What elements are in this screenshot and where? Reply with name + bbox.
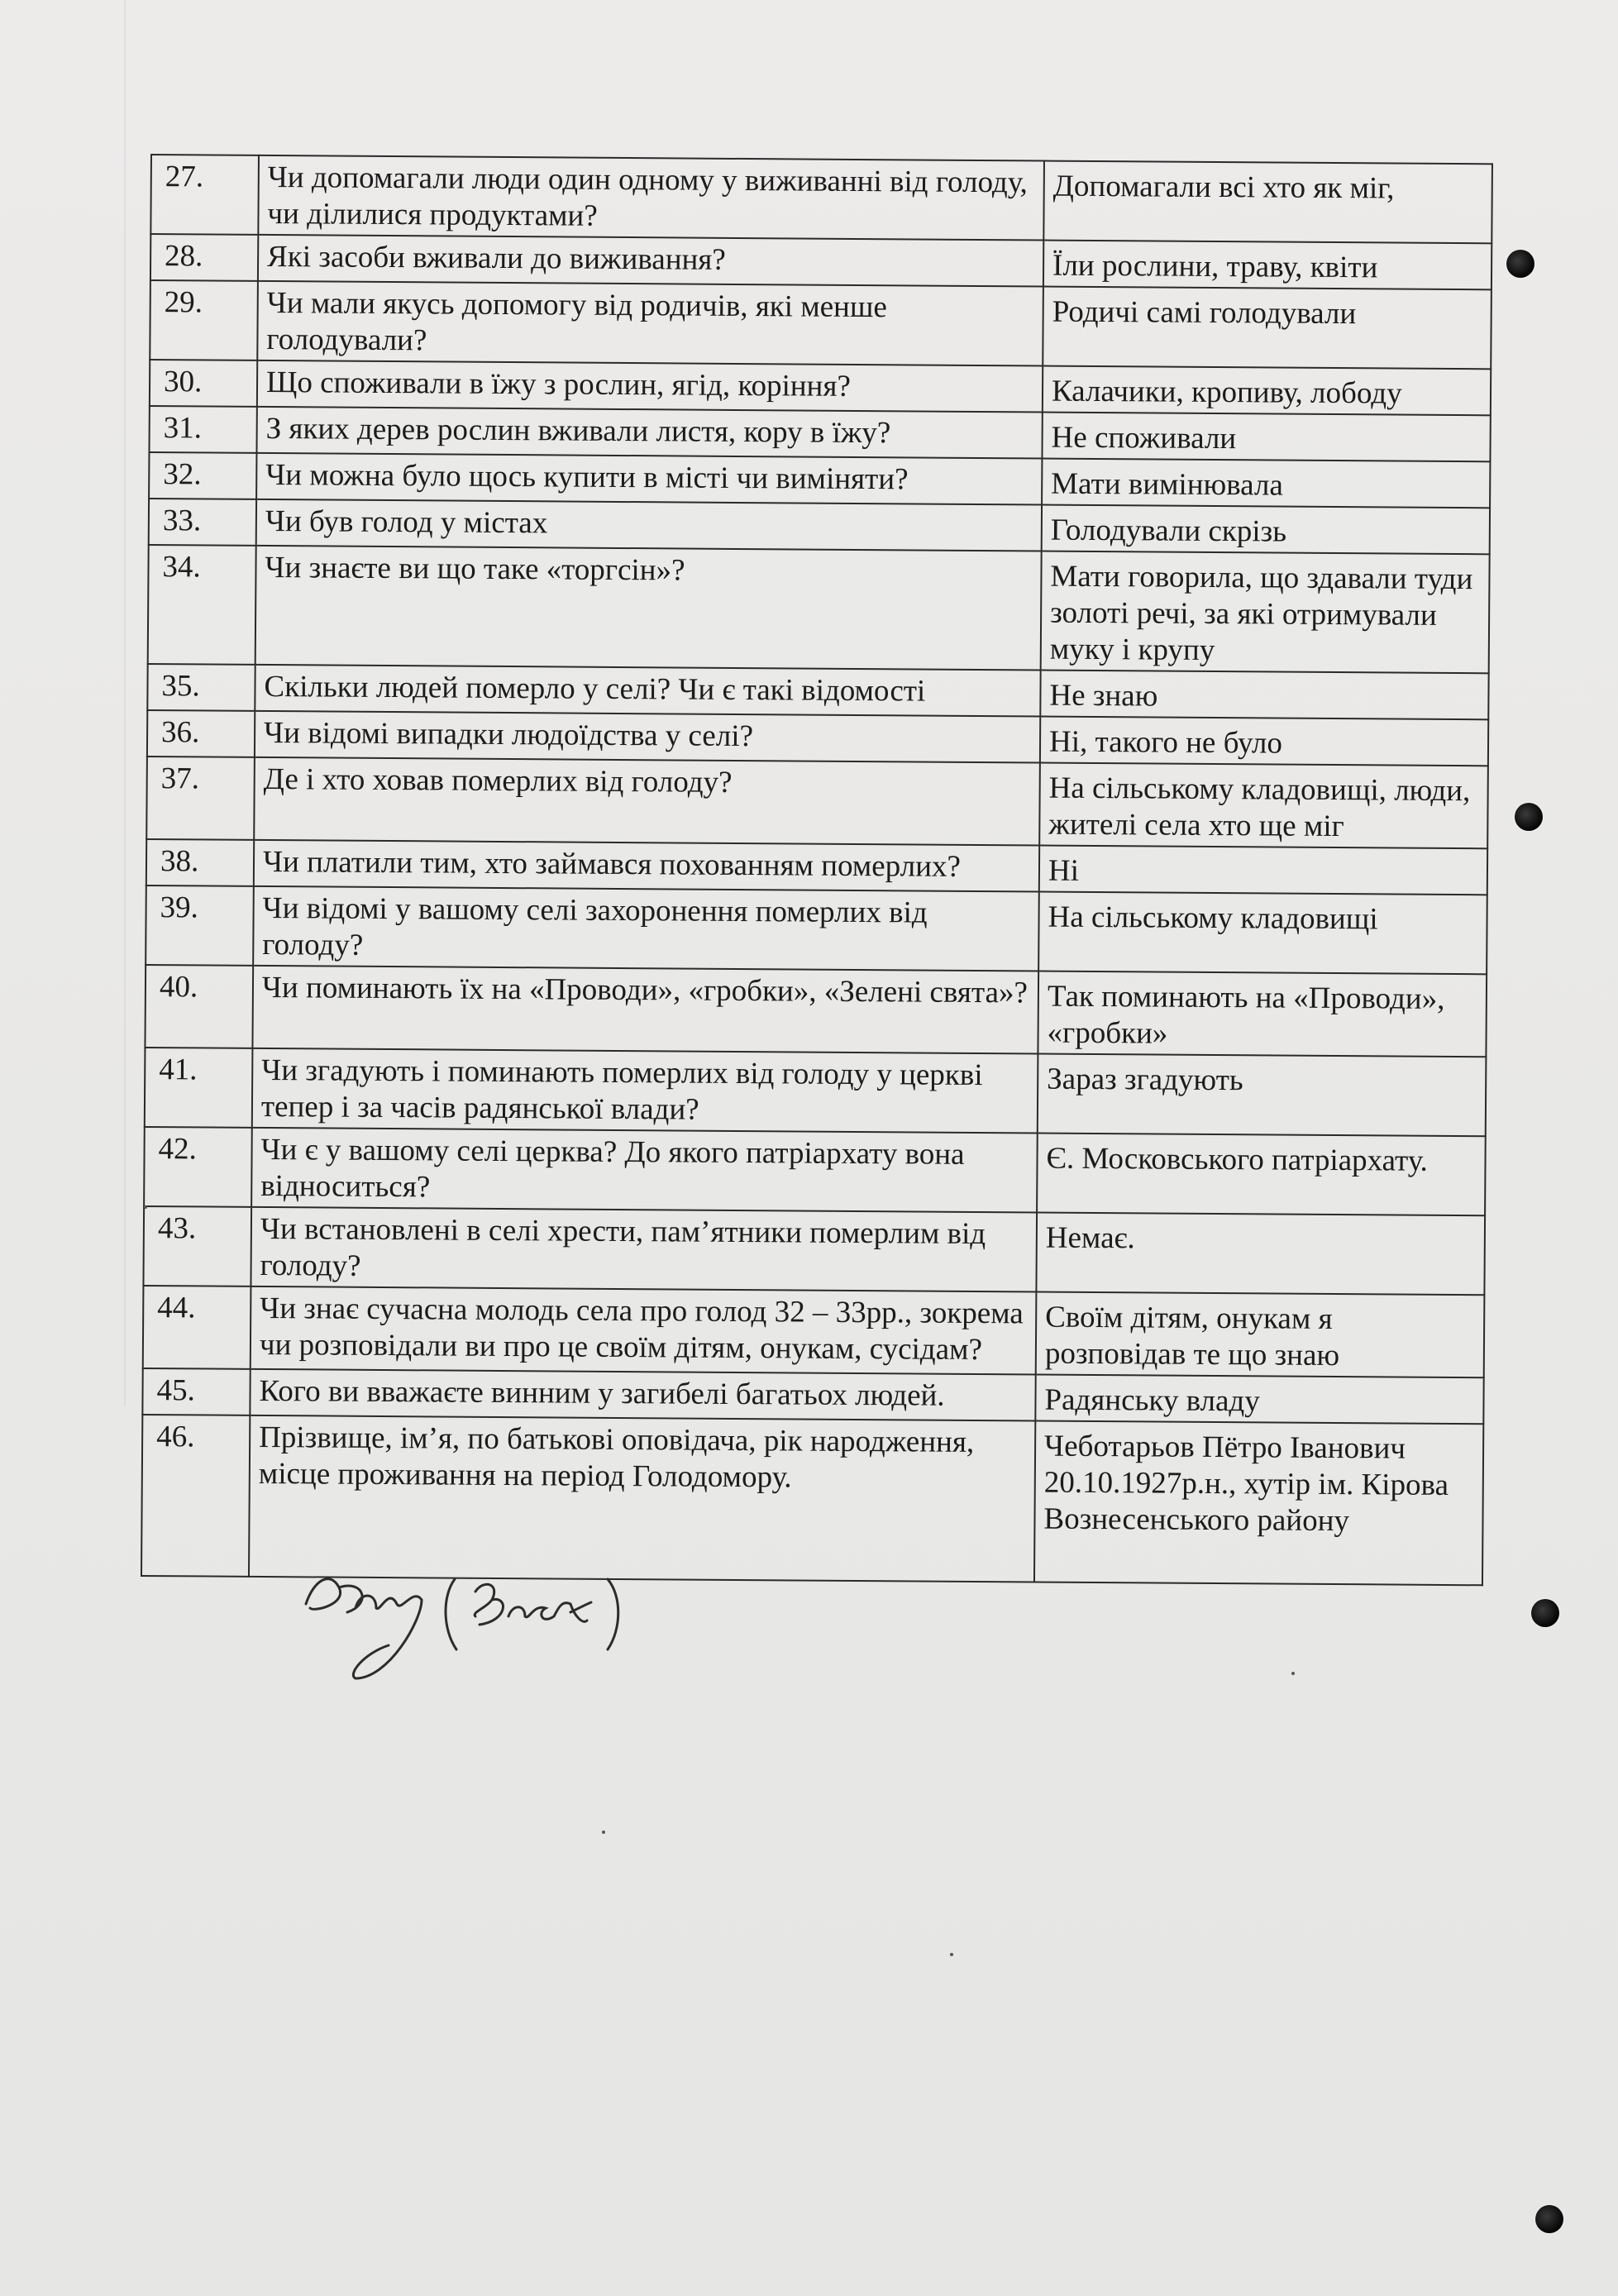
question-number: 28. — [150, 234, 258, 281]
question-text: Чи можна було щось купити в місті чи виміняти? — [256, 453, 1042, 505]
table-row — [146, 757, 1488, 848]
question-text: Чи знає сучасна молодь села про голод 32 – 33рр., зокрема чи розповідали ви про це своїм дітям, онукам, сусідам? — [251, 1286, 1037, 1375]
paper-speck — [950, 1953, 953, 1956]
table-row — [145, 1048, 1487, 1136]
question-text: Прізвище, ім’я, по батькові оповідача, рік народження, місце проживання на період Голодомору. — [249, 1415, 1035, 1582]
table-row — [145, 965, 1487, 1057]
question-text: Які засоби вживали до виживання? — [258, 235, 1043, 287]
question-text: Чи платили тим, хто займався похованням померлих? — [254, 840, 1039, 892]
question-number: 42. — [144, 1127, 252, 1207]
question-number: 32. — [149, 452, 256, 499]
question-number: 29. — [150, 280, 258, 360]
answer-text: Ні — [1039, 846, 1487, 895]
questionnaire-rows — [141, 155, 1492, 1585]
answer-text: Не споживали — [1042, 413, 1490, 462]
table-row — [143, 1206, 1485, 1295]
question-text: Чи є у вашому селі церква? До якого патріархату вона відноситься? — [251, 1128, 1038, 1213]
question-text: Чи мали якусь допомогу від родичів, які менше голодували? — [257, 281, 1043, 366]
question-number: 35. — [147, 664, 255, 711]
answer-text: Ні, такого не було — [1040, 717, 1488, 766]
answer-text: Радянську владу — [1035, 1375, 1483, 1425]
answer-text: Родичі самі голодували — [1043, 287, 1492, 370]
answer-text: Голодували скрізь — [1042, 505, 1490, 555]
answer-text: Так поминають на «Проводи», «гробки» — [1038, 971, 1487, 1057]
question-number: 46. — [141, 1415, 250, 1577]
question-text: Чи відомі у вашому селі захоронення померлих від голоду? — [253, 886, 1039, 971]
question-number: 33. — [149, 499, 256, 546]
question-number: 38. — [146, 839, 254, 886]
table-row — [148, 545, 1490, 673]
answer-text: Немає. — [1036, 1213, 1485, 1296]
punch-hole — [1515, 803, 1543, 831]
question-text: Де і хто ховав померлих від голоду? — [254, 757, 1040, 846]
question-number: 31. — [149, 406, 256, 453]
answer-text: Не знаю — [1040, 671, 1488, 720]
question-text: Що споживали в їжу з рослин, ягід, коріння? — [257, 360, 1043, 413]
question-number: 40. — [145, 965, 253, 1048]
table-row — [144, 1127, 1486, 1215]
answer-text: Допомагали всі хто як міг, — [1043, 161, 1492, 244]
question-text: Кого ви вважаєте винним у загибелі багатьох людей. — [250, 1369, 1035, 1421]
question-number: 45. — [142, 1368, 250, 1415]
punch-hole — [1506, 250, 1534, 278]
question-text: Скільки людей померло у селі? Чи є такі відомості — [255, 665, 1040, 717]
answer-text: Калачики, кропиву, лободу — [1043, 366, 1491, 416]
question-number: 41. — [145, 1048, 253, 1128]
question-text: З яких дерев рослин вживали листя, кору в їжу? — [256, 407, 1042, 459]
answer-text: Своїм дітям, онукам я розповідав те що знаю — [1036, 1292, 1485, 1378]
question-number: 39. — [146, 885, 254, 966]
questionnaire-table — [141, 154, 1493, 1586]
answer-text: Є. Московського патріархату. — [1037, 1134, 1486, 1216]
question-number: 44. — [143, 1286, 251, 1369]
handwritten-signature — [298, 1554, 645, 1695]
question-number: 43. — [143, 1206, 251, 1286]
table-row — [150, 155, 1492, 243]
answer-text: Мати говорила, що здавали туди золоті речі, за які отримували муку і крупу — [1041, 551, 1490, 674]
paper-speck — [602, 1831, 605, 1834]
table-row — [146, 885, 1487, 974]
question-number: 34. — [148, 545, 256, 665]
question-text: Чи був голод у містах — [256, 499, 1042, 551]
answer-text: Мати вимінювала — [1042, 459, 1490, 508]
question-number: 36. — [147, 710, 255, 757]
question-text: Чи встановлені в селі хрести, пам’ятники померлим від голоду? — [251, 1207, 1037, 1292]
question-number: 30. — [150, 360, 257, 407]
punch-hole — [1535, 2205, 1563, 2233]
answer-text: На сільському кладовищі, люди, жителі села хто ще міг — [1039, 763, 1488, 849]
question-number: 37. — [146, 757, 255, 840]
question-text: Чи поминають їх на «Проводи», «гробки», «Зелені свята»? — [252, 966, 1038, 1054]
table-row — [150, 280, 1492, 369]
question-text: Чи згадують і поминають померлих від голоду у церкві тепер і за часів радянської влади? — [252, 1048, 1038, 1134]
punch-hole — [1531, 1599, 1559, 1627]
paper-speck — [1291, 1672, 1295, 1675]
question-text: Чи допомагали люди один одному у виживанні від голоду, чи ділилися продуктами? — [258, 155, 1044, 241]
answer-text: На сільському кладовищі — [1038, 892, 1487, 975]
question-text: Чи знаєте ви що таке «торгсін»? — [255, 546, 1042, 671]
question-number: 27. — [150, 155, 259, 235]
table-row — [143, 1286, 1485, 1377]
paper-speck — [144, 1205, 147, 1209]
answer-text: Чеботарьов Пётро Іванович 20.10.1927р.н., хутір ім. Кірова Вознесенського району — [1034, 1421, 1483, 1586]
answer-text: Їли рослини, траву, квіти — [1043, 241, 1492, 290]
answer-text: Зараз згадують — [1038, 1054, 1487, 1137]
question-text: Чи відомі випадки людоїдства у селі? — [255, 711, 1040, 763]
sheet-edge — [124, 0, 126, 1406]
